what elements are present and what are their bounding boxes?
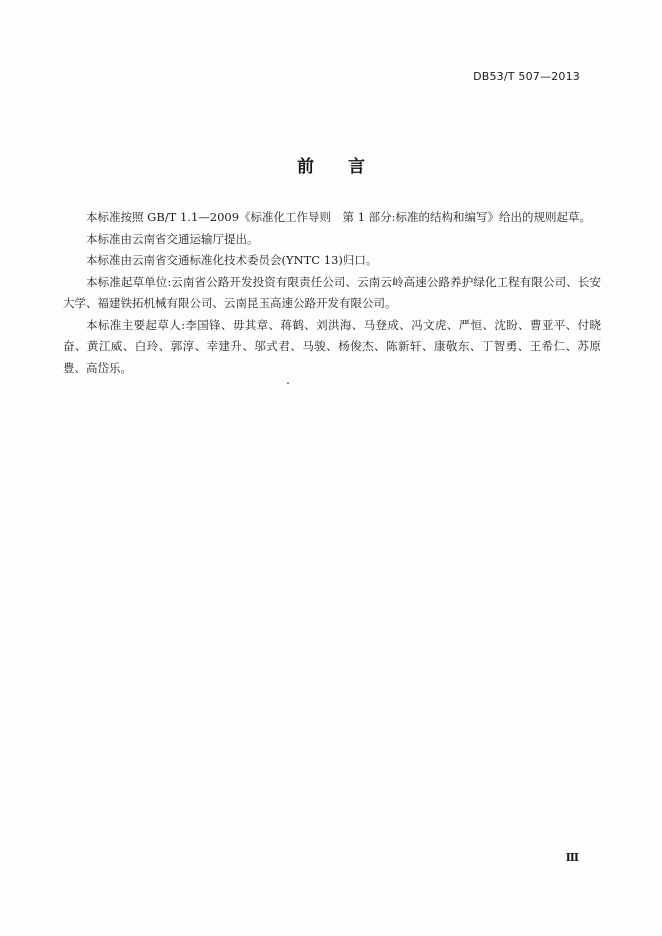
standard-code: DB53/T 507—2013	[473, 70, 580, 83]
paragraph-main-drafters: 本标准主要起草人:李国锋、毋其章、蒋鹤、刘洪海、马登成、冯文虎、严恒、沈盼、曹亚平、付晓奋、黄江威、白玲、郭淳、幸建升、邬式君、马骏、杨俊杰、陈新轩、康敬东、丁智勇、王希仁、苏原豊、高岱乐。	[63, 317, 601, 375]
foreword-body	[63, 207, 601, 379]
paragraph-proposed-by: 本标准由云南省交通运输厅提出。	[86, 231, 259, 246]
scan-speck	[287, 382, 289, 384]
page-number: Ⅲ	[565, 851, 579, 864]
paragraph-drafting-organizations: 本标准起草单位:云南省公路开发投资有限责任公司、云南云岭高速公路养护绿化工程有限公司、长安大学、福建铁拓机械有限公司、云南昆玉高速公路开发有限公司。	[63, 274, 601, 310]
paragraph-drafting-rules: 本标准按照 GB/T 1.1—2009《标准化工作导则 第 1 部分:标准的结构和编写》给出的规则起草。	[86, 210, 592, 224]
page-title: 前言	[297, 157, 399, 177]
paragraph-administered-by: 本标准由云南省交通标准化技术委员会(YNTC 13)归口。	[86, 253, 378, 267]
